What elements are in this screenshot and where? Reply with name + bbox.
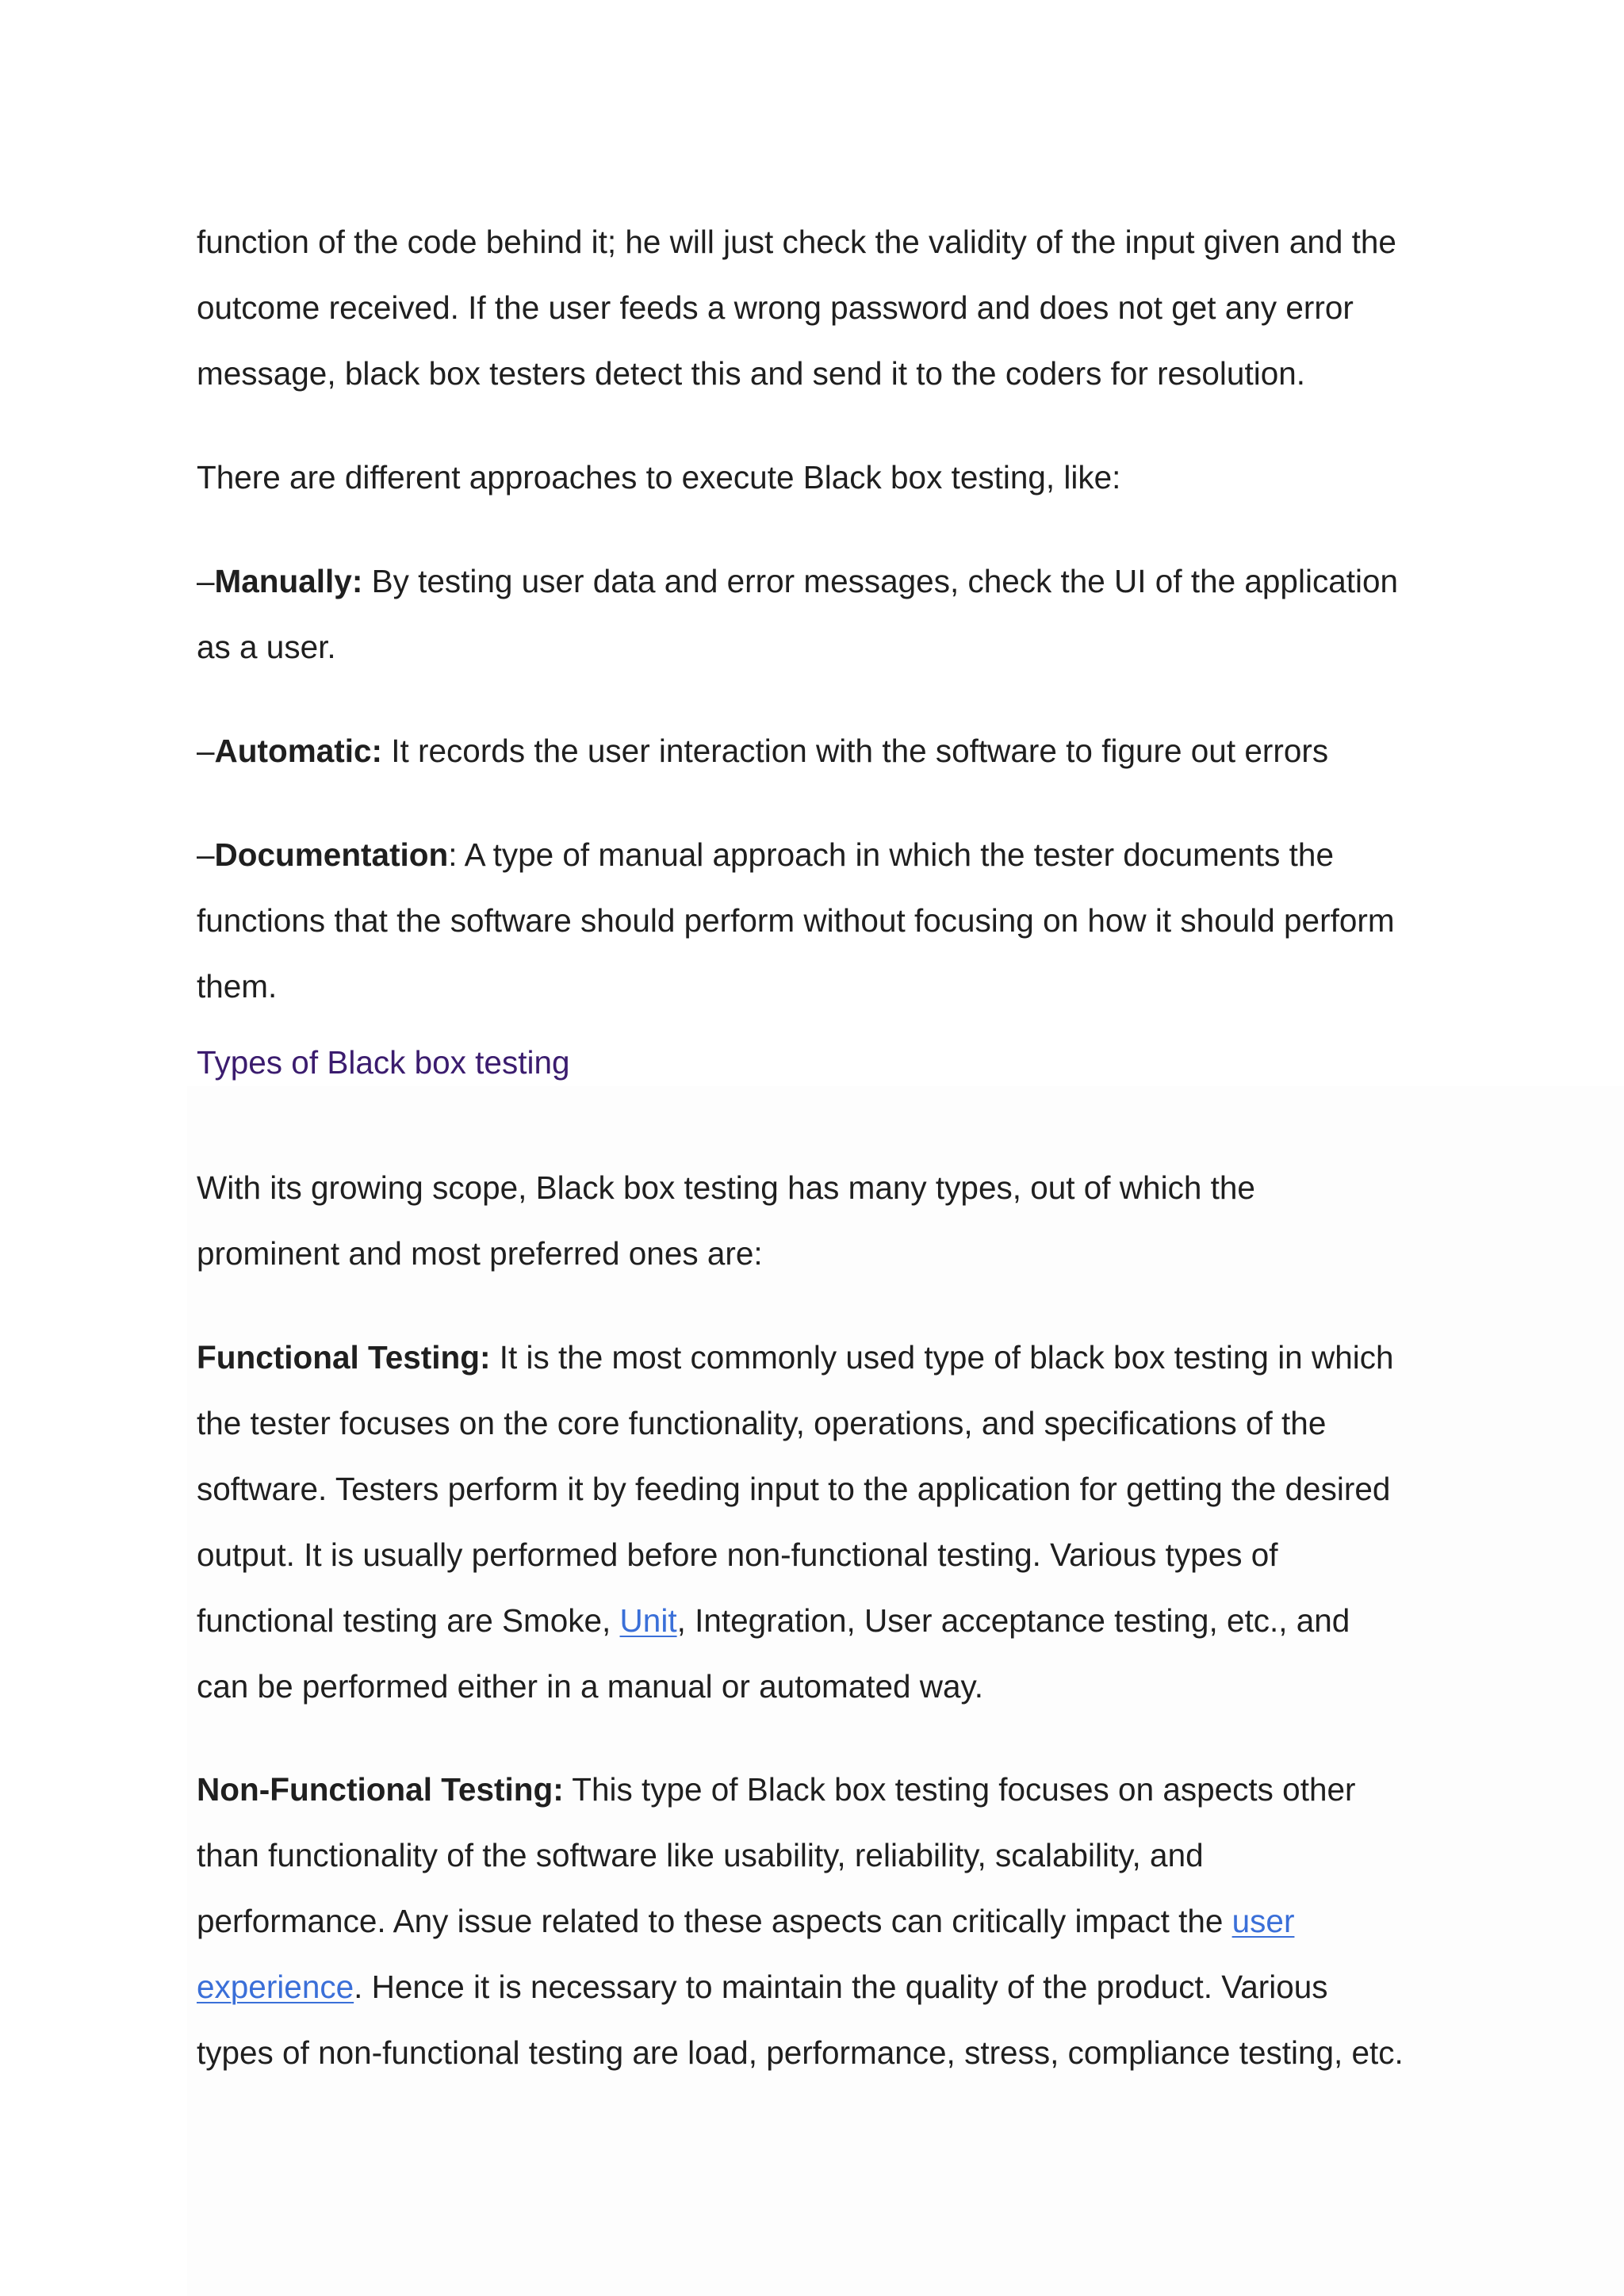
section-title: Non-Functional Testing: — [197, 1771, 564, 1808]
section-title: Functional Testing: — [197, 1339, 491, 1376]
text-line: them. — [197, 968, 278, 1004]
text-line — [197, 1888, 1457, 1954]
functional-testing-paragraph — [197, 1325, 1457, 1720]
user-experience-link-part2[interactable]: experience — [197, 1969, 354, 2005]
text-line: types of non-functional testing are load, performance, stress, compliance testing, etc. — [197, 2034, 1404, 2071]
text-line — [197, 1325, 1457, 1391]
unit-link[interactable]: Unit — [619, 1602, 677, 1639]
text-line: There are different approaches to execute Black box testing, like: — [197, 459, 1121, 496]
text-run: performance. Any issue related to these aspects can critically impact the — [197, 1903, 1232, 1939]
types-heading: Types of Black box testing — [197, 1044, 570, 1081]
non-functional-testing-paragraph — [197, 1757, 1457, 2086]
text-line: the tester focuses on the core functionality, operations, and specifications of the — [197, 1405, 1327, 1441]
text-run: . Hence it is necessary to maintain the quality of the product. Various — [354, 1969, 1328, 2005]
approach-title: Documentation — [214, 836, 449, 873]
text-line — [197, 822, 1457, 888]
user-experience-link-part1[interactable]: user — [1231, 1903, 1295, 1939]
text-line: outcome received. If the user feeds a wrong password and does not get any error — [197, 289, 1354, 326]
text-run: functional testing are Smoke, — [197, 1602, 620, 1639]
text-line: message, black box testers detect this and send it to the coders for resolution. — [197, 355, 1306, 392]
approach-automatic — [197, 718, 1457, 784]
approach-text: By testing user data and error messages, check the UI of the application — [362, 563, 1399, 599]
text-line: software. Testers perform it by feeding input to the application for getting the desired — [197, 1471, 1391, 1507]
approach-title: Automatic: — [214, 733, 383, 769]
text-run: It is the most commonly used type of black box testing in which — [490, 1339, 1394, 1376]
text-line — [197, 1588, 1457, 1654]
text-line: prominent and most preferred ones are: — [197, 1235, 763, 1272]
types-intro-paragraph — [197, 1155, 1457, 1287]
approach-text: It records the user interaction with the software to figure out errors — [382, 733, 1329, 769]
text-line: as a user. — [197, 629, 336, 665]
text-line — [197, 549, 1457, 614]
text-line: functions that the software should perform without focusing on how it should perform — [197, 902, 1395, 939]
text-line: can be performed either in a manual or automated way. — [197, 1668, 984, 1705]
text-line: function of the code behind it; he will just check the validity of the input given and the — [197, 224, 1396, 260]
text-line — [197, 1954, 1457, 2020]
approach-title: Manually: — [214, 563, 363, 599]
dash: – — [197, 836, 215, 873]
approach-text: : A type of manual approach in which the tester documents the — [448, 836, 1334, 873]
text-line: output. It is usually performed before non-functional testing. Various types of — [197, 1536, 1278, 1573]
approach-documentation — [197, 822, 1457, 1020]
dash: – — [197, 733, 215, 769]
text-line — [197, 1757, 1457, 1823]
dash: – — [197, 563, 215, 599]
text-run: , Integration, User acceptance testing, etc., and — [676, 1602, 1350, 1639]
approaches-intro — [197, 445, 1457, 511]
intro-paragraph — [197, 209, 1457, 407]
text-run: This type of Black box testing focuses on aspects other — [563, 1771, 1356, 1808]
text-line: With its growing scope, Black box testing has many types, out of which the — [197, 1169, 1255, 1206]
approach-manually — [197, 549, 1457, 680]
text-line — [197, 718, 1457, 784]
text-line: than functionality of the software like usability, reliability, scalability, and — [197, 1837, 1204, 1873]
